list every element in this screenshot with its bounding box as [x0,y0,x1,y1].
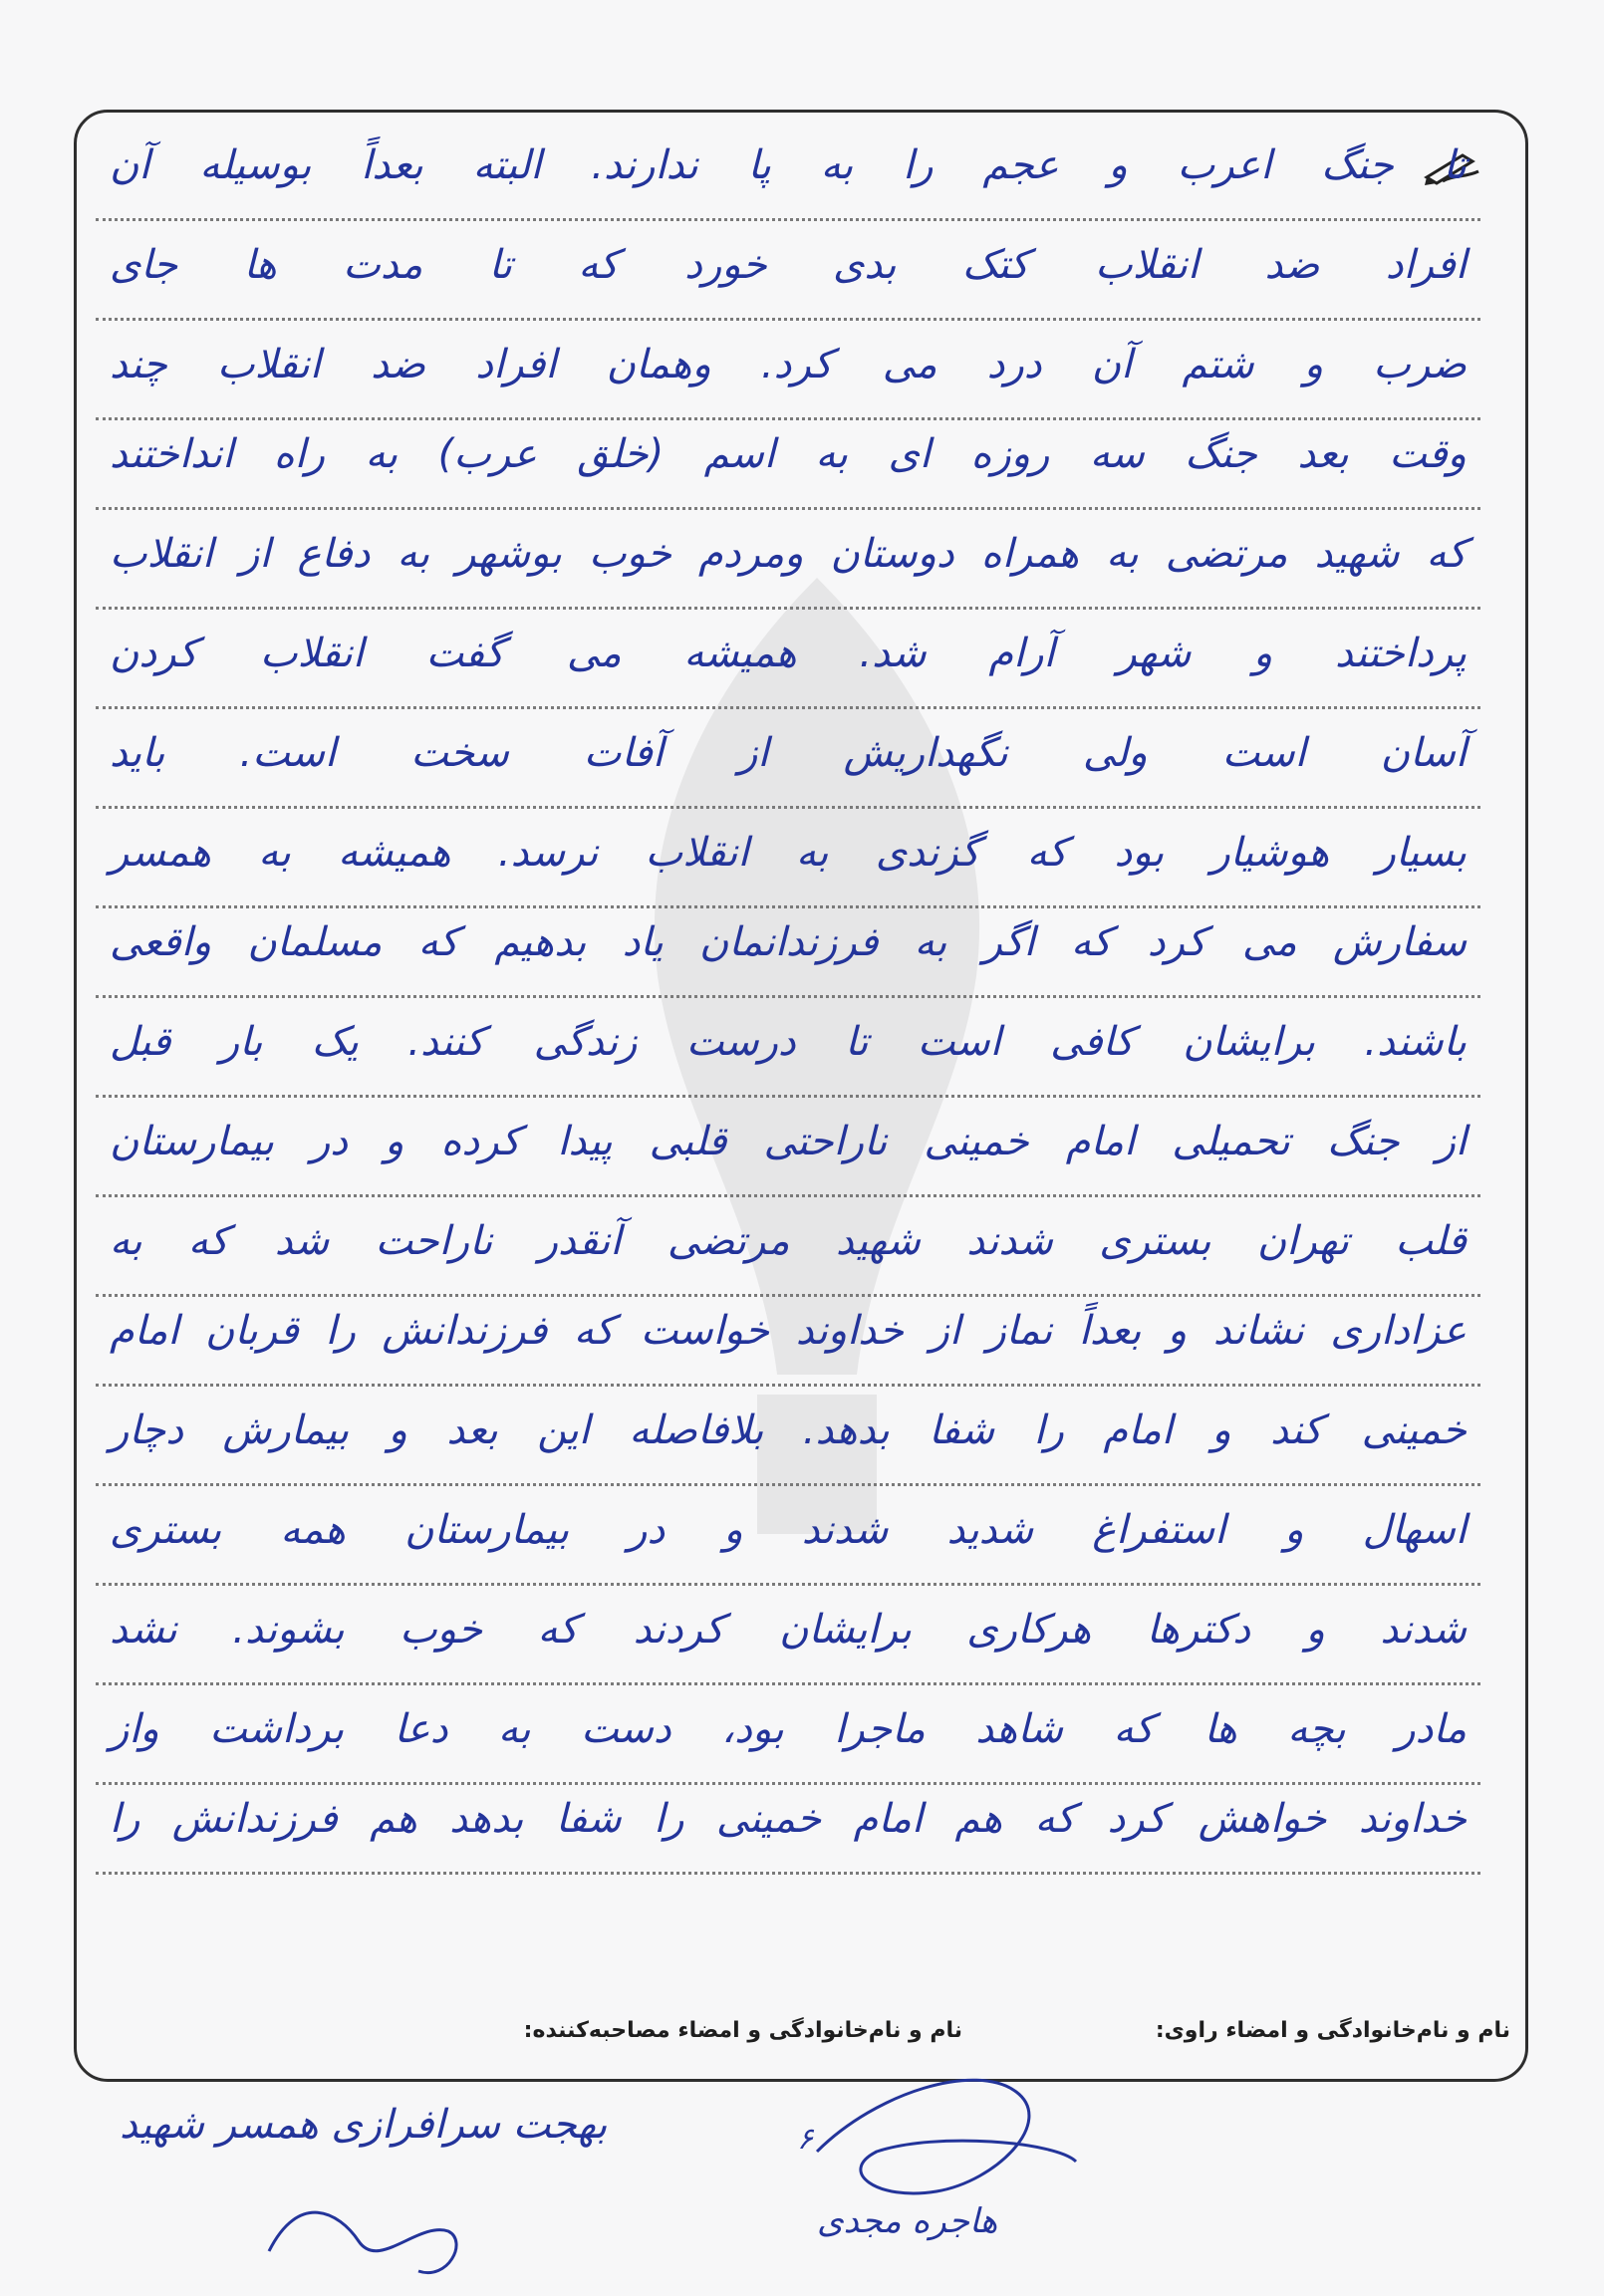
text-line: سفارش می کرد که اگر به فرزندانمان یاد بدهیم که مسلمان واقعی [96,906,1480,998]
text-line: عزاداری نشاند و بعداً نماز از خداوند خواست که فرزندانش را قربان امام [96,1295,1480,1387]
text-line: ضرب و شتم آن درد می کرد. وهمان افراد ضد انقلاب چند [96,329,1480,420]
text-line: که شهید مرتضی به همراه دوستان ومردم خوب بوشهر به دفاع از انقلاب [96,518,1480,610]
text-line: وقت بعد جنگ سه روزه ای به اسم (خلق عرب) به راه انداختند [96,418,1480,510]
narrator-signature-name: بهجت سرافرازی همسر شهید [120,2102,608,2148]
handwritten-text-body [96,0,1480,2296]
text-line: باشند. برایشان کافی است تا درست زندگی کنند. یک بار قبل [96,1006,1480,1098]
signature-labels [96,2018,1510,2058]
text-line: افراد ضد انقلاب کتک بدی خورد که تا مدت ها جای [96,229,1480,321]
page-number: ۶ [797,2122,814,2157]
interviewer-signature-label: نام و نام‌خانوادگی و امضاء مصاحبه‌کننده: [523,2018,962,2043]
interviewer-signature-name: هاجره مجدی [817,2201,998,2241]
text-line: پرداختند و شهر آرام شد. همیشه می گفت انقلاب کردن [96,618,1480,709]
text-line: خداوند خواهش کرد که هم امام خمینی را شفا بدهد هم فرزندانش را [96,1783,1480,1875]
text-line: اسهال و استفراغ شدید شدند و در بیمارستان همه بستری [96,1494,1480,1586]
text-line: آسان است ولی نگهداریش از آفات سخت است. باید [96,717,1480,809]
text-line: خمینی کند و امام را شفا بدهد. بلافاصله این بعد و بیمارش دچار [96,1395,1480,1486]
text-line: مادر بچه ها که شاهد ماجرا بود، دست به دعا برداشت واز [96,1693,1480,1785]
narrator-signature-label: نام و نام‌خانوادگی و امضاء راوی: [1155,2018,1510,2043]
text-line: بسیار هوشیار بود که گزندی به انقلاب نرسد. همیشه به همسر [96,817,1480,908]
text-line: شدند و دکترها هرکاری برایشان کردند که خوب بشوند. نشد [96,1594,1480,1685]
text-line: قلب تهران بستری شدند شهید مرتضی آنقدر ناراحت شد که به [96,1205,1480,1297]
text-line: تا جنگ اعرب و عجم را به پا ندارند. البته بعداً بوسیله آن [96,129,1480,221]
text-line: از جنگ تحمیلی امام خمینی ناراحتی قلبی پیدا کرده و در بیمارستان [96,1106,1480,1197]
